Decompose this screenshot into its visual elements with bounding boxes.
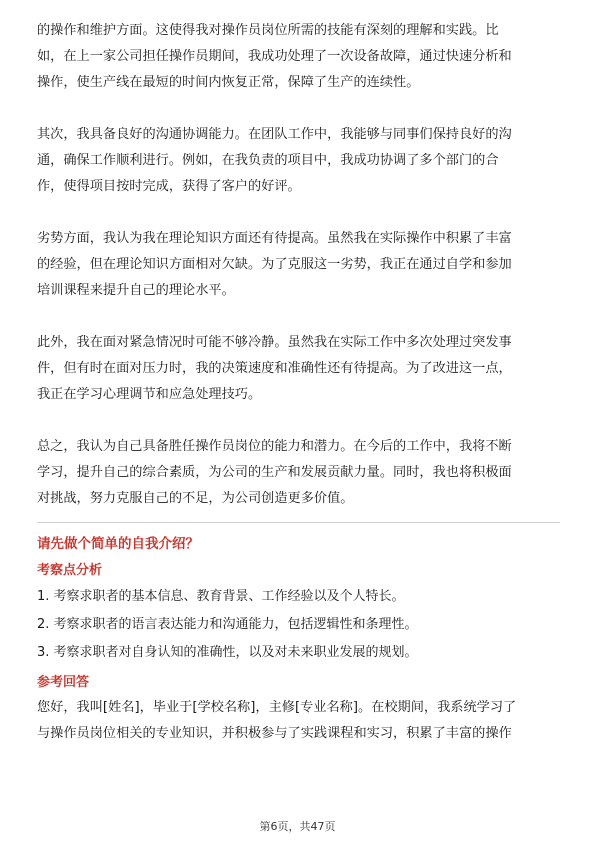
text-line: 作，使得项目按时完成，获得了客户的好评。 (37, 179, 301, 194)
answer-paragraph (37, 695, 560, 747)
text-line: 对挑战，努力克服自己的不足，为公司创造更多价值。 (37, 491, 354, 506)
analysis-heading: 考察点分析 (37, 563, 103, 578)
text-line: 与操作员岗位相关的专业知识，并积极参与了实践课程和实习，积累了丰富的操作 (37, 726, 512, 741)
question-title: 请先做个简单的自我介绍？ (37, 536, 199, 552)
paragraph-conclusion (37, 434, 560, 512)
text-line: 我正在学习心理调节和应急处理技巧。 (37, 387, 262, 402)
text-line: 的经验，但在理论知识方面相对欠缺。为了克服这一劣势，我正在通过自学和参加 (37, 257, 512, 272)
text-line: 劣势方面，我认为我在理论知识方面还有待提高。虽然我在实际操作中积累了丰富 (37, 231, 512, 246)
text-line: 学习，提升自己的综合素质，为公司的生产和发展贡献力量。同时，我也将积极面 (37, 465, 512, 480)
analysis-list (37, 583, 560, 667)
text-line: 其次，我具备良好的沟通协调能力。在团队工作中，我能够与同事们保持良好的沟 (37, 127, 512, 142)
analysis-item: 1. 考察求职者的基本信息、教育背景、工作经验以及个人特长。 (37, 589, 405, 604)
text-line: 通，确保工作顺利进行。例如，在我负责的项目中，我成功协调了多个部门的合 (37, 153, 499, 168)
paragraph-maintenance (37, 18, 560, 96)
paragraph-communication (37, 122, 560, 200)
document-page (37, 0, 560, 747)
paragraph-weakness-pressure (37, 330, 560, 408)
answer-heading: 参考回答 (37, 675, 90, 690)
text-line: 培训课程来提升自己的理论水平。 (37, 283, 235, 298)
page-number: 第6页，共47页 (259, 820, 336, 833)
text-line: 操作，使生产线在最短的时间内恢复正常，保障了生产的连续性。 (37, 75, 420, 90)
analysis-item: 3. 考察求职者对自身认知的准确性，以及对未来职业发展的规划。 (37, 645, 418, 660)
section-divider (37, 522, 560, 523)
paragraph-weakness-theory (37, 226, 560, 304)
text-line: 此外，我在面对紧急情况时可能不够冷静。虽然我在实际工作中多次处理过突发事 (37, 335, 512, 350)
text-line: 的操作和维护方面。这使得我对操作员岗位所需的技能有深刻的理解和实践。比 (37, 23, 499, 38)
text-line: 件，但有时在面对压力时，我的决策速度和准确性还有待提高。为了改进这一点， (37, 361, 512, 376)
analysis-item: 2. 考察求职者的语言表达能力和沟通能力，包括逻辑性和条理性。 (37, 617, 418, 632)
text-line: 总之，我认为自己具备胜任操作员岗位的能力和潜力。在今后的工作中，我将不断 (37, 439, 512, 454)
text-line: 如，在上一家公司担任操作员期间，我成功处理了一次设备故障，通过快速分析和 (37, 49, 512, 64)
text-line: 您好，我叫[姓名]，毕业于[学校名称]，主修[专业名称]。在校期间，我系统学习了 (37, 700, 517, 715)
